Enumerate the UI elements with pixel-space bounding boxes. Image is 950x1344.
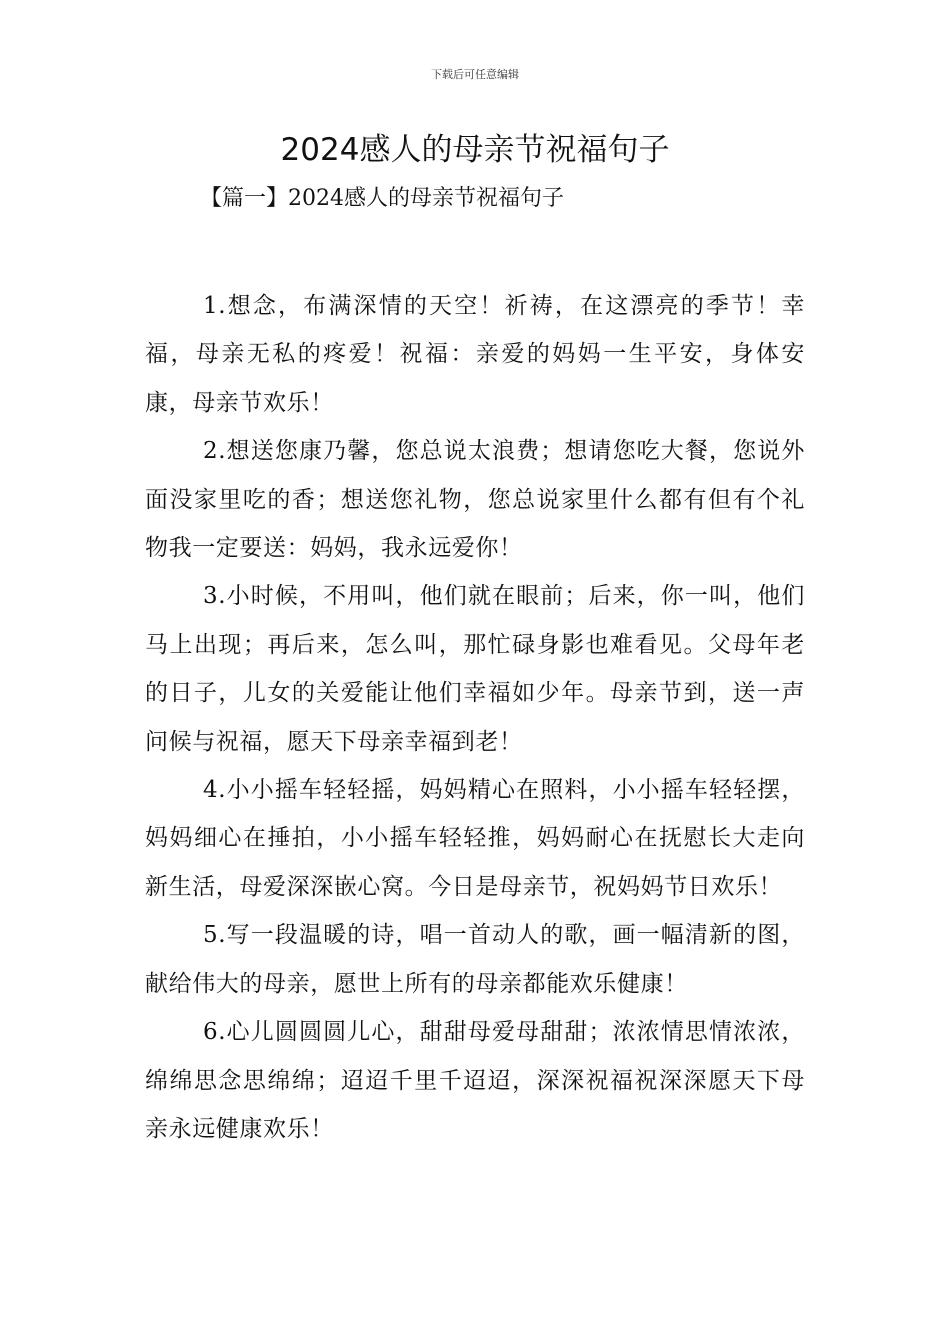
paragraph-2: 2.想送您康乃馨，您总说太浪费；想请您吃大餐，您说外面没家里吃的香；想送您礼物，您总说家里什么都有但有个礼物我一定要送：妈妈，我永远爱你！: [145, 438, 805, 562]
paragraph-1: 1.想念，布满深情的天空！祈祷，在这漂亮的季节！幸福，母亲无私的疼爱！祝福：亲爱的妈妈一生平安，身体安康，母亲节欢乐！: [145, 293, 805, 416]
paragraph-3: 3.小时候，不用叫，他们就在眼前；后来，你一叫，他们马上出现；再后来，怎么叫，那忙碌身影也难看见。父母年老的日子，儿女的关爱能让他们幸福如少年。母亲节到，送一声问候与祝福，愿天下母亲幸福到老！: [145, 583, 805, 755]
paragraph-4: 4.小小摇车轻轻摇，妈妈精心在照料，小小摇车轻轻摆，妈妈细心在捶拍，小小摇车轻轻推，妈妈耐心在抚慰长大走向新生活，母爱深深嵌心窝。今日是母亲节，祝妈妈节日欢乐！: [145, 777, 805, 900]
paragraph-5: 5.写一段温暖的诗，唱一首动人的歌，画一幅清新的图，献给伟大的母亲，愿世上所有的母亲都能欢乐健康！: [145, 922, 805, 997]
paragraph-6: 6.心儿圆圆圆儿心，甜甜母爱母甜甜；浓浓情思情浓浓，绵绵思念思绵绵；迢迢千里千迢迢，深深祝福祝深深愿天下母亲永远健康欢乐！: [145, 1019, 805, 1142]
section-heading: 【篇一】2024感人的母亲节祝福句子: [200, 186, 564, 211]
document-title: 2024感人的母亲节祝福句子: [280, 132, 670, 168]
header-note: 下载后可任意编辑: [431, 68, 519, 81]
document-body: [145, 282, 805, 1153]
